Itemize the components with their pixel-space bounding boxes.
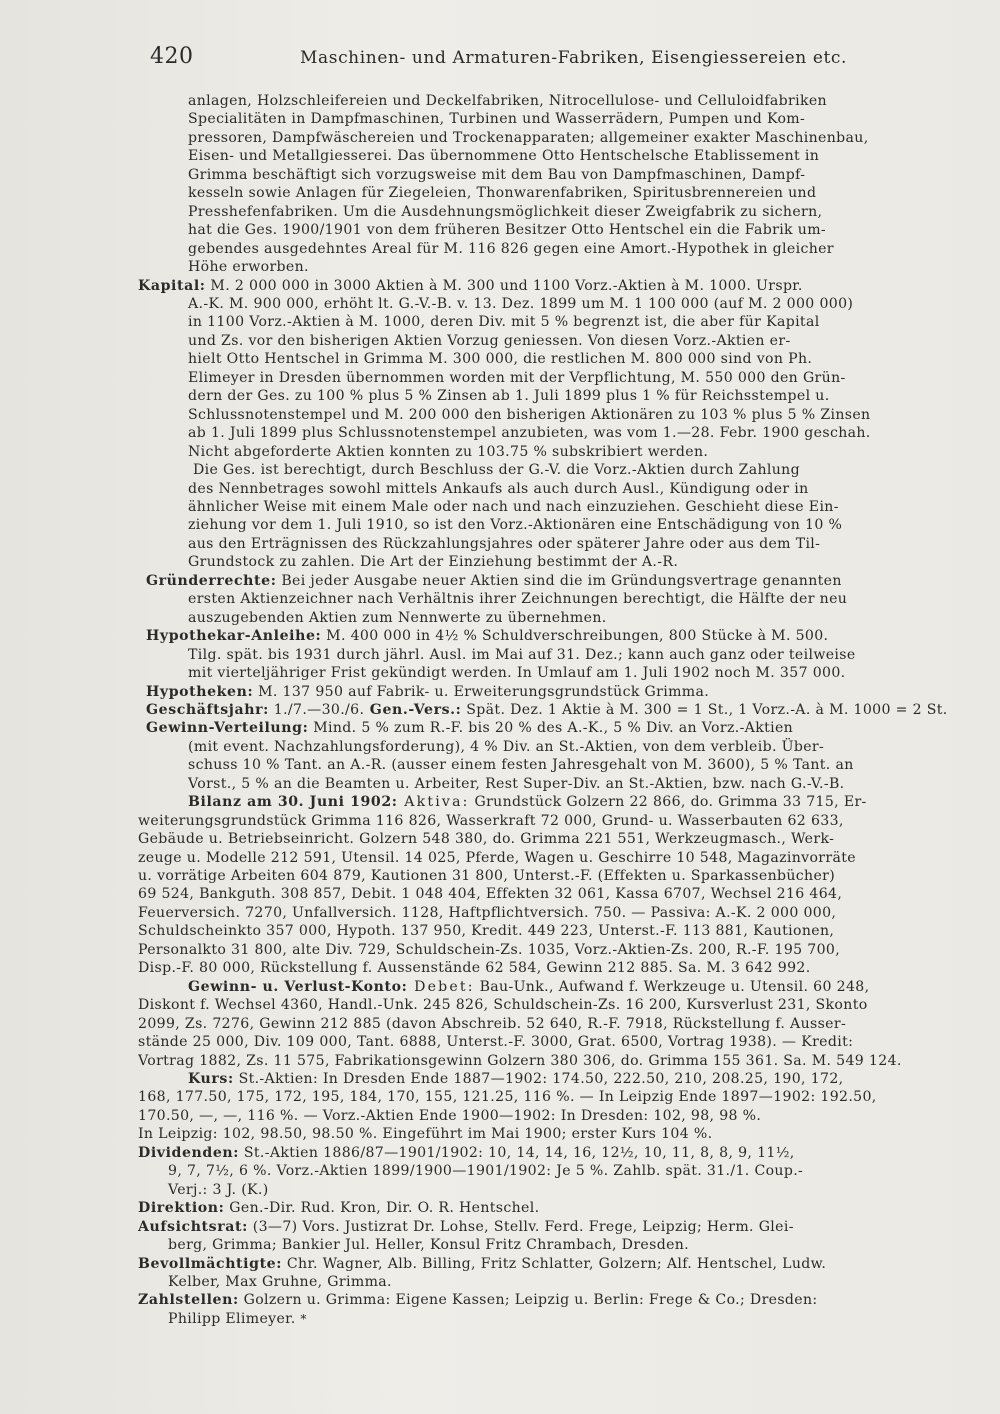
text-line: 9, 7, 7½, 6 %. Vorz.-Aktien 1899/1900—1901/1902: Je 5 %. Zahlb. spät. 31./1. Coup.-: [168, 1163, 804, 1180]
kurs-text: St.-Aktien: In Dresden Ende 1887—1902: 174.50, 222.50, 210, 208.25, 190, 172,: [233, 1071, 844, 1088]
anleihe-label: Hypothekar-Anleihe:: [146, 628, 322, 645]
running-title: Maschinen- und Armaturen-Fabriken, Eisengiessereien etc.: [300, 48, 848, 68]
text-line: ähnlicher Weise mit einem Male oder nach und nach einzuziehen. Geschieht diese Ein-: [188, 498, 839, 515]
text-line: dern der Ges. zu 100 % plus 5 % Zinsen ab 1. Juli 1899 plus 1 % für Reichsstempel u.: [188, 388, 830, 405]
text-line: In Leipzig: 102, 98.50, 98.50 %. Eingeführt im Mai 1900; erster Kurs 104 %.: [138, 1126, 713, 1143]
text-line: weiterungsgrundstück Grimma 116 826, Wasserkraft 72 000, Grund- u. Wasserbauten 62 633,: [138, 812, 844, 829]
gewinn-verteilung-section: [138, 719, 968, 793]
text-line: Disp.-F. 80 000, Rückstellung f. Aussenstände 62 584, Gewinn 212 885. Sa. M. 3 642 992.: [138, 960, 811, 977]
aufsichtsrat-section: [138, 1218, 968, 1255]
text-line: und Zs. vor den bisherigen Aktien Vorzug geniessen. Von diesen Vorz.-Aktien er-: [188, 332, 791, 349]
text-line: Elimeyer in Dresden übernommen worden mit der Verpflichtung, M. 550 000 den Grün-: [188, 369, 846, 386]
document-body: [138, 92, 968, 1392]
text-line: Personalkto 31 800, alte Div. 729, Schuldschein-Zs. 1035, Vorz.-Aktien-Zs. 200, R.-F. 195 700,: [138, 941, 841, 958]
text-line: A.-K. M. 900 000, erhöht lt. G.-V.-B. v. 13. Dez. 1899 um M. 1 100 000 (auf M. 2 000 000): [188, 295, 854, 312]
text-line: hielt Otto Hentschel in Grimma M. 300 000, die restlichen M. 800 000 sind von Ph.: [188, 351, 813, 368]
text-line: Schuldscheinkto 357 000, Hypoth. 137 950, Kredit. 449 223, Unterst.-F. 113 881, Kautionen,: [138, 923, 835, 940]
zahlstellen-section: [138, 1291, 968, 1328]
gruenderrechte-text: Bei jeder Ausgabe neuer Aktien sind die im Gründungsvertrage genannten: [276, 572, 842, 589]
text-line: anlagen, Holzschleifereien und Deckelfabriken, Nitrocellulose- und Celluloidfabriken: [188, 93, 827, 109]
text-line: aus den Erträgnissen des Rückzahlungsjahres oder späterer Jahre oder aus dem Til-: [188, 535, 821, 552]
asterisk-mark: *: [300, 1311, 307, 1326]
gen-vers-label: Gen.-Vers.:: [364, 701, 462, 718]
text-line: auszugebenden Aktien zum Nennwerte zu übernehmen.: [188, 609, 607, 626]
text-line: Schlussnotenstempel und M. 200 000 den bisherigen Aktionären zu 103 % plus 5 % Zinsen: [188, 406, 871, 423]
geschaeftsjahr-label: Geschäftsjahr:: [146, 701, 269, 718]
hypotheken-label: Hypotheken:: [146, 683, 254, 700]
gen-vers-text: Spät. Dez. 1 Aktie à M. 300 = 1 St., 1 Vorz.-A. à M. 1000 = 2 St.: [461, 701, 948, 718]
gewinn-verlust-label: Gewinn- u. Verlust-Konto:: [188, 978, 408, 995]
dividenden-section: [138, 1144, 968, 1199]
text-line: zeuge u. Modelle 212 591, Utensil. 14 025, Pferde, Wagen u. Geschirre 10 548, Magazinvorräte: [138, 849, 856, 866]
direktion-text: Gen.-Dir. Rud. Kron, Dir. O. R. Hentschel.: [224, 1200, 540, 1217]
anleihe-text: M. 400 000 in 4½ % Schuldverschreibungen, 800 Stücke à M. 500.: [321, 628, 829, 645]
dividenden-text: St.-Aktien 1886/87—1901/1902: 10, 14, 14, 16, 12½, 10, 11, 8, 8, 9, 11½,: [239, 1144, 795, 1161]
gewinn-verlust-section: [138, 978, 968, 1070]
bilanz-label: Bilanz am 30. Juni 1902:: [188, 794, 398, 811]
text-line: Specialitäten in Dampfmaschinen, Turbinen und Wasserrädern, Pumpen und Kom-: [188, 111, 806, 128]
geschaeftsjahr-text: 1./7.—30./6.: [268, 701, 365, 718]
text-line: stände 25 000, Div. 109 000, Tant. 6888, Unterst.-F. 3000, Grat. 6500, Vortrag 1938). — Kredit:: [138, 1034, 854, 1051]
text-line: Eisen- und Metallgiesserei. Das übernommene Otto Hentschelsche Etablissement in: [188, 148, 820, 165]
kurs-label: Kurs:: [188, 1071, 234, 1088]
text-line: 170.50, —, —, 116 %. — Vorz.-Aktien Ende 1900—1902: In Dresden: 102, 98, 98 %.: [138, 1107, 762, 1124]
gruenderrechte-section: [138, 572, 968, 627]
text-line: 168, 177.50, 175, 172, 195, 184, 170, 155, 121.25, 116 %. — In Leipzig Ende 1897—1902: 192.50,: [138, 1089, 877, 1106]
zahlstellen-text: Golzern u. Grimma: Eigene Kassen; Leipzig u. Berlin: Frege & Co.; Dresden:: [238, 1292, 818, 1309]
text-line: 69 524, Bankguth. 308 857, Debit. 1 048 404, Effekten 32 061, Kassa 6707, Wechsel 216 464,: [138, 886, 843, 903]
text-line: mit vierteljähriger Frist gekündigt werden. In Umlauf am 1. Juli 1902 noch M. 357 000.: [188, 665, 846, 682]
text-line: ab 1. Juli 1899 plus Schlussnotenstempel anzubieten, was vom 1.—28. Febr. 1900 geschah.: [188, 425, 871, 442]
aufsichtsrat-text: (3—7) Vors. Justizrat Dr. Lohse, Stellv. Ferd. Frege, Leipzig; Herm. Glei-: [247, 1218, 794, 1235]
dividenden-label: Dividenden:: [138, 1144, 240, 1161]
text-line: Grundstock zu zahlen. Die Art der Einziehung bestimmt der A.-R.: [188, 554, 679, 571]
text-line: u. vorrätige Arbeiten 604 879, Kautionen 31 800, Unterst.-F. (Effekten u. Sparkassenbücher): [138, 868, 836, 885]
zahlstellen-label: Zahlstellen:: [138, 1292, 239, 1309]
debet-label: Debet:: [407, 978, 475, 995]
text-line: Tilg. spät. bis 1931 durch jährl. Ausl. im Mai auf 31. Dez.; kann auch ganz oder teilweise: [188, 646, 856, 663]
aktiva-label: Aktiva:: [397, 794, 470, 811]
text-line: des Nennbetrages sowohl mittels Ankaufs als auch durch Ausl., Kündigung oder in: [188, 480, 809, 497]
gewinn-verteilung-text: Mind. 5 % zum R.-F. bis 20 % des A.-K., 5 % Div. an Vorz.-Aktien: [308, 720, 794, 737]
gewinn-verlust-text: Bau-Unk., Aufwand f. Werkzeuge u. Utensil. 60 248,: [474, 978, 870, 995]
text-line: Vortrag 1882, Zs. 11 575, Fabrikationsgewinn Golzern 380 306, do. Grimma 155 361. Sa. M. 549 124.: [138, 1052, 902, 1069]
text-line: Diskont f. Wechsel 4360, Handl.-Unk. 245 826, Schuldschein-Zs. 16 200, Kursverlust 231, Skonto: [138, 997, 868, 1014]
direktion-label: Direktion:: [138, 1200, 225, 1217]
hypotheken-text: M. 137 950 auf Fabrik- u. Erweiterungsgrundstück Grimma.: [253, 683, 710, 700]
text-line: Kelber, Max Gruhne, Grimma.: [168, 1274, 392, 1290]
text-line: Nicht abgeforderte Aktien konnten zu 103.75 % subskribiert werden.: [188, 443, 709, 460]
kapital-section: [138, 277, 968, 572]
bevollmaechtigte-text: Chr. Wagner, Alb. Billing, Fritz Schlatter, Golzern; Alf. Hentschel, Ludw.: [282, 1255, 827, 1272]
text-line: gebendes ausgedehntes Areal für M. 116 826 gegen eine Amort.-Hypothek in gleicher: [188, 240, 834, 257]
bilanz-section: [138, 793, 968, 978]
text-line: schuss 10 % Tant. an A.-R. (ausser einem festen Jahresgehalt von M. 3600), 5 % Tant. an: [188, 757, 854, 774]
geschaeftsjahr-section: [138, 701, 968, 719]
kapital-label: Kapital:: [138, 277, 206, 294]
text-line: Feuerversich. 7270, Unfallversich. 1128, Haftpflichtversich. 750. — Passiva: A.-K. 2 000 000,: [138, 904, 837, 921]
direktion-section: [138, 1199, 968, 1217]
page-header: [150, 44, 850, 74]
aufsichtsrat-label: Aufsichtsrat:: [138, 1218, 248, 1235]
text-line: 2099, Zs. 7276, Gewinn 212 885 (davon Abschreib. 52 640, R.-F. 7918, Rückstellung f. Ausser-: [138, 1015, 847, 1032]
intro-paragraph: [138, 92, 968, 277]
text-line: Höhe erworben.: [188, 259, 309, 276]
text-line: kesseln sowie Anlagen für Ziegeleien, Thonwarenfabriken, Spiritusbrennereien und: [188, 185, 817, 202]
bilanz-text: Grundstück Golzern 22 866, do. Grimma 33 715, Er-: [469, 794, 867, 811]
text-line: Verj.: 3 J. (K.): [168, 1181, 269, 1198]
text-line: ziehung vor dem 1. Juli 1910, so ist den Vorz.-Aktionären eine Entschädigung von 10 %: [188, 517, 843, 534]
text-line: (mit event. Nachzahlungsforderung), 4 % Div. an St.-Aktien, von dem verbleib. Über-: [188, 738, 825, 755]
gewinn-verteilung-label: Gewinn-Verteilung:: [146, 720, 309, 737]
text-line: berg, Grimma; Bankier Jul. Heller, Konsul Fritz Chrambach, Dresden.: [168, 1237, 690, 1254]
hypotheken-section: [138, 683, 968, 701]
text-line: Philipp Elimeyer.: [168, 1310, 296, 1327]
page-number: 420: [150, 44, 194, 69]
bevollmaechtigte-label: Bevollmächtigte:: [138, 1255, 283, 1272]
text-line: pressoren, Dampfwäschereien und Trockenapparaten; allgemeiner exakter Maschinenbau,: [188, 129, 869, 146]
text-line: in 1100 Vorz.-Aktien à M. 1000, deren Div. mit 5 % begrenzt ist, die aber für Kapital: [188, 314, 820, 331]
text-line: Presshefenfabriken. Um die Ausdehnungsmöglichkeit dieser Zweigfabrik zu sichern,: [188, 203, 823, 220]
text-line: ersten Aktienzeichner nach Verhältnis ihrer Zeichnungen berechtigt, die Hälfte der neu: [188, 591, 848, 608]
text-line: Die Ges. ist berechtigt, durch Beschluss der G.-V. die Vorz.-Aktien durch Zahlung: [193, 462, 800, 479]
text-line: Gebäude u. Betriebseinricht. Golzern 548 380, do. Grimma 221 551, Werkzeugmasch., Werk-: [138, 831, 835, 848]
kapital-text: M. 2 000 000 in 3000 Aktien à M. 300 und 1100 Vorz.-Aktien à M. 1000. Urspr.: [205, 277, 803, 294]
anleihe-section: [138, 627, 968, 682]
gruenderrechte-label: Gründerrechte:: [146, 572, 277, 589]
text-line: Grimma beschäftigt sich vorzugsweise mit dem Bau von Dampfmaschinen, Dampf-: [188, 166, 806, 183]
kurs-section: [138, 1070, 968, 1144]
text-line: Vorst., 5 % an die Beamten u. Arbeiter, Rest Super-Div. an St.-Aktien, bzw. nach G.-V.-B.: [188, 775, 845, 792]
bevollmaechtigte-section: [138, 1255, 968, 1292]
text-line: hat die Ges. 1900/1901 von dem früheren Besitzer Otto Hentschel ein die Fabrik um-: [188, 222, 827, 239]
